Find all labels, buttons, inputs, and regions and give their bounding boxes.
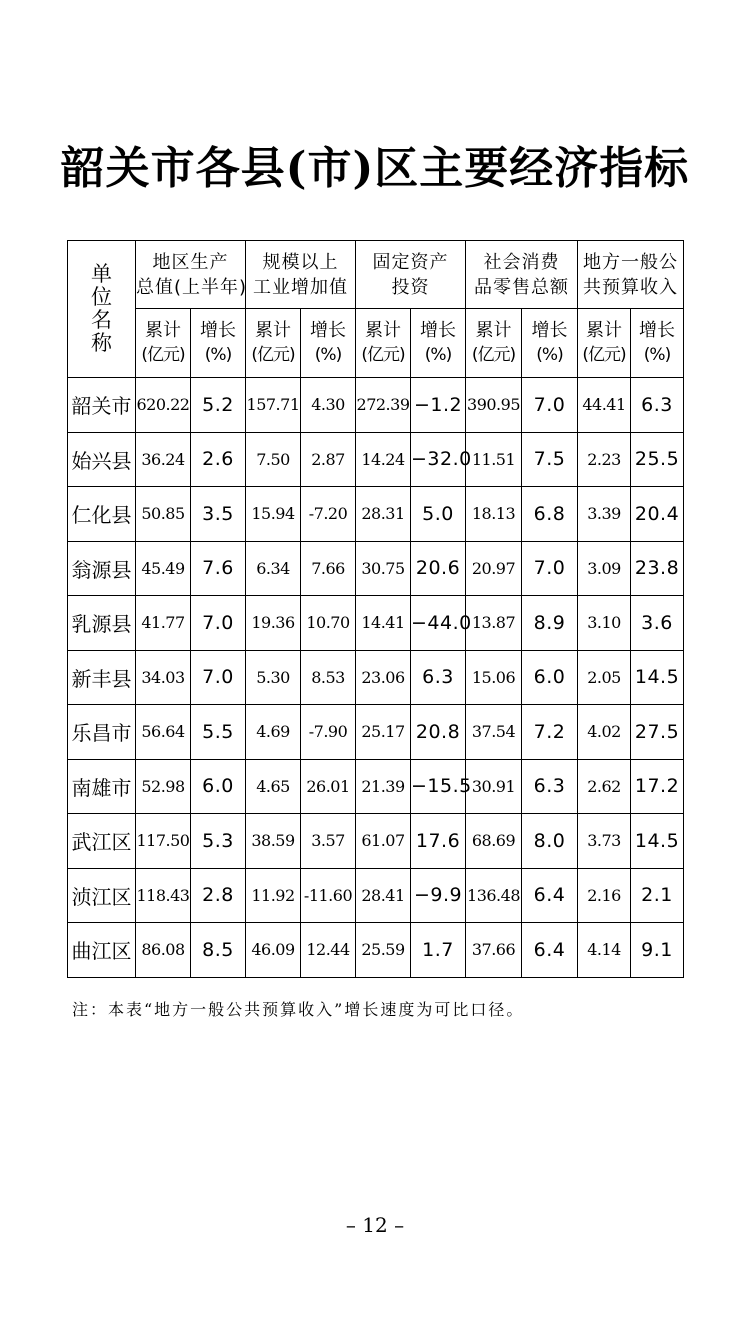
growth-subheader (301, 309, 356, 378)
growth-value-cell: 8.0 (522, 814, 578, 869)
growth-value-cell: 6.4 (522, 923, 578, 978)
growth-value-cell: 5.5 (191, 705, 246, 760)
growth-value-cell: −44.0 (411, 596, 466, 651)
growth-value-cell: 7.0 (191, 596, 246, 651)
growth-value-cell: 17.6 (411, 814, 466, 869)
cumulative-value-cell: 4.14 (578, 923, 631, 978)
cumulative-value-cell: 37.66 (466, 923, 522, 978)
unit-header-char: 名 (91, 308, 112, 332)
growth-value-cell: 4.30 (301, 378, 356, 433)
unit-name-cell: 曲江区 (68, 923, 136, 978)
table-row (68, 541, 684, 596)
cumulative-value-cell: 620.22 (136, 378, 191, 433)
growth-subheader-unit: (%) (314, 345, 342, 365)
growth-value-cell: -7.90 (301, 705, 356, 760)
growth-value-cell: 3.5 (191, 487, 246, 542)
growth-value-cell: 12.44 (301, 923, 356, 978)
cumulative-subheader (466, 309, 522, 378)
cumulative-value-cell: 28.31 (356, 487, 411, 542)
unit-name-cell: 南雄市 (68, 759, 136, 814)
growth-subheader-label: 增长 (420, 320, 457, 341)
group-header (578, 241, 684, 309)
growth-value-cell: -11.60 (301, 868, 356, 923)
group-header-line: 投资 (391, 276, 430, 298)
growth-value-cell: -7.20 (301, 487, 356, 542)
cumulative-value-cell: 4.02 (578, 705, 631, 760)
growth-value-cell: 20.6 (411, 541, 466, 596)
cumulative-value-cell: 3.39 (578, 487, 631, 542)
growth-value-cell: 8.9 (522, 596, 578, 651)
cumulative-value-cell: 15.94 (246, 487, 301, 542)
cumulative-value-cell: 117.50 (136, 814, 191, 869)
growth-value-cell: 7.6 (191, 541, 246, 596)
table-row (68, 432, 684, 487)
cumulative-subheader-label: 累计 (586, 320, 623, 341)
growth-value-cell: 20.4 (631, 487, 684, 542)
group-header-line: 工业增加值 (253, 276, 349, 298)
growth-subheader (411, 309, 466, 378)
cumulative-value-cell: 61.07 (356, 814, 411, 869)
growth-subheader-unit: (%) (536, 345, 563, 365)
growth-value-cell: 2.87 (301, 432, 356, 487)
cumulative-value-cell: 2.23 (578, 432, 631, 487)
growth-value-cell: 6.0 (522, 650, 578, 705)
unit-name-cell: 乐昌市 (68, 705, 136, 760)
growth-subheader-unit: (%) (204, 345, 232, 365)
growth-value-cell: 3.6 (631, 596, 684, 651)
growth-value-cell: 7.66 (301, 541, 356, 596)
cumulative-subheader-unit: (亿元) (471, 345, 516, 365)
cumulative-value-cell: 2.62 (578, 759, 631, 814)
growth-value-cell: 3.57 (301, 814, 356, 869)
cumulative-value-cell: 23.06 (356, 650, 411, 705)
cumulative-value-cell: 3.09 (578, 541, 631, 596)
cumulative-value-cell: 18.13 (466, 487, 522, 542)
growth-value-cell: 7.0 (522, 541, 578, 596)
cumulative-value-cell: 118.43 (136, 868, 191, 923)
growth-value-cell: 17.2 (631, 759, 684, 814)
unit-header-char: 称 (91, 331, 112, 355)
unit-name-cell: 翁源县 (68, 541, 136, 596)
growth-value-cell: 2.6 (191, 432, 246, 487)
group-header (356, 241, 466, 309)
cumulative-value-cell: 56.64 (136, 705, 191, 760)
cumulative-value-cell: 45.49 (136, 541, 191, 596)
growth-subheader-unit: (%) (643, 345, 671, 365)
growth-value-cell: 26.01 (301, 759, 356, 814)
growth-value-cell: 20.8 (411, 705, 466, 760)
group-header (466, 241, 578, 309)
cumulative-value-cell: 7.50 (246, 432, 301, 487)
cumulative-subheader-label: 累计 (145, 320, 181, 341)
cumulative-value-cell: 46.09 (246, 923, 301, 978)
growth-value-cell: 27.5 (631, 705, 684, 760)
cumulative-subheader-unit: (亿元) (361, 345, 405, 365)
unit-name-cell: 始兴县 (68, 432, 136, 487)
table-row (68, 759, 684, 814)
cumulative-value-cell: 11.92 (246, 868, 301, 923)
cumulative-value-cell: 25.17 (356, 705, 411, 760)
growth-value-cell: 7.5 (522, 432, 578, 487)
cumulative-value-cell: 13.87 (466, 596, 522, 651)
cumulative-value-cell: 15.06 (466, 650, 522, 705)
cumulative-subheader-label: 累计 (365, 320, 402, 341)
growth-value-cell: 2.1 (631, 868, 684, 923)
cumulative-value-cell: 37.54 (466, 705, 522, 760)
cumulative-subheader (136, 309, 191, 378)
growth-subheader (631, 309, 684, 378)
growth-value-cell: 6.3 (411, 650, 466, 705)
page-title: 韶关市各县(市)区主要经济指标 (60, 143, 690, 194)
growth-value-cell: 6.8 (522, 487, 578, 542)
cumulative-value-cell: 14.24 (356, 432, 411, 487)
cumulative-value-cell: 390.95 (466, 378, 522, 433)
table-row (68, 378, 684, 433)
unit-header-char: 单 (91, 262, 112, 286)
cumulative-value-cell: 4.65 (246, 759, 301, 814)
cumulative-subheader (356, 309, 411, 378)
cumulative-value-cell: 50.85 (136, 487, 191, 542)
cumulative-value-cell: 4.69 (246, 705, 301, 760)
growth-value-cell: −15.5 (411, 759, 466, 814)
page-number: – 12 – (345, 1213, 405, 1237)
cumulative-value-cell: 3.73 (578, 814, 631, 869)
unit-name-cell: 新丰县 (68, 650, 136, 705)
table-row (68, 868, 684, 923)
cumulative-value-cell: 136.48 (466, 868, 522, 923)
unit-name-cell: 乳源县 (68, 596, 136, 651)
table-row (68, 650, 684, 705)
cumulative-value-cell: 41.77 (136, 596, 191, 651)
table-row (68, 814, 684, 869)
header-row-subheaders (68, 309, 684, 378)
cumulative-subheader-unit: (亿元) (141, 345, 185, 365)
cumulative-subheader (578, 309, 631, 378)
group-header (136, 241, 246, 309)
cumulative-value-cell: 30.91 (466, 759, 522, 814)
table-row (68, 487, 684, 542)
growth-subheader (191, 309, 246, 378)
unit-name-cell: 武江区 (68, 814, 136, 869)
growth-value-cell: 8.5 (191, 923, 246, 978)
growth-subheader (522, 309, 578, 378)
unit-name-cell: 仁化县 (68, 487, 136, 542)
cumulative-value-cell: 5.30 (246, 650, 301, 705)
economic-indicators-table (67, 240, 684, 978)
group-header-line: 社会消费 (483, 251, 560, 273)
cumulative-value-cell: 272.39 (356, 378, 411, 433)
cumulative-value-cell: 19.36 (246, 596, 301, 651)
growth-value-cell: 6.3 (631, 378, 684, 433)
table-footnote: 注：本表“地方一般公共预算收入”增长速度为可比口径。 (72, 1000, 525, 1019)
cumulative-value-cell: 14.41 (356, 596, 411, 651)
cumulative-value-cell: 52.98 (136, 759, 191, 814)
growth-value-cell: 14.5 (631, 814, 684, 869)
growth-value-cell: 10.70 (301, 596, 356, 651)
growth-value-cell: 5.2 (191, 378, 246, 433)
group-header-line: 地方一般公 (583, 251, 679, 273)
unit-name-header (68, 241, 136, 378)
cumulative-value-cell: 30.75 (356, 541, 411, 596)
growth-value-cell: 23.8 (631, 541, 684, 596)
cumulative-value-cell: 68.69 (466, 814, 522, 869)
growth-value-cell: 8.53 (301, 650, 356, 705)
growth-value-cell: 7.0 (191, 650, 246, 705)
growth-value-cell: 25.5 (631, 432, 684, 487)
cumulative-value-cell: 157.71 (246, 378, 301, 433)
cumulative-value-cell: 38.59 (246, 814, 301, 869)
growth-value-cell: 7.2 (522, 705, 578, 760)
growth-value-cell: 6.0 (191, 759, 246, 814)
growth-value-cell: 6.4 (522, 868, 578, 923)
cumulative-subheader (246, 309, 301, 378)
growth-subheader-unit: (%) (424, 345, 452, 365)
growth-subheader-label: 增长 (639, 320, 676, 341)
cumulative-value-cell: 21.39 (356, 759, 411, 814)
growth-value-cell: 2.8 (191, 868, 246, 923)
cumulative-subheader-label: 累计 (255, 320, 292, 341)
growth-value-cell: 6.3 (522, 759, 578, 814)
cumulative-subheader-unit: (亿元) (582, 345, 626, 365)
table-row (68, 923, 684, 978)
cumulative-value-cell: 34.03 (136, 650, 191, 705)
growth-value-cell: 14.5 (631, 650, 684, 705)
growth-value-cell: −1.2 (411, 378, 466, 433)
growth-subheader-label: 增长 (200, 320, 236, 341)
group-header-line: 共预算收入 (583, 276, 679, 298)
group-header-line: 规模以上 (262, 251, 339, 273)
growth-value-cell: 5.0 (411, 487, 466, 542)
header-row-groups (68, 241, 684, 309)
cumulative-value-cell: 20.97 (466, 541, 522, 596)
cumulative-value-cell: 36.24 (136, 432, 191, 487)
cumulative-value-cell: 86.08 (136, 923, 191, 978)
unit-name-cell: 韶关市 (68, 378, 136, 433)
group-header-line: 总值(上半年) (136, 276, 248, 298)
group-header-line: 固定资产 (372, 251, 449, 273)
cumulative-value-cell: 2.05 (578, 650, 631, 705)
group-header-line: 品零售总额 (474, 276, 570, 298)
growth-value-cell: 5.3 (191, 814, 246, 869)
table-row (68, 596, 684, 651)
growth-subheader-label: 增长 (531, 320, 568, 341)
cumulative-value-cell: 28.41 (356, 868, 411, 923)
cumulative-value-cell: 44.41 (578, 378, 631, 433)
growth-value-cell: 7.0 (522, 378, 578, 433)
cumulative-value-cell: 6.34 (246, 541, 301, 596)
cumulative-value-cell: 3.10 (578, 596, 631, 651)
cumulative-subheader-unit: (亿元) (251, 345, 295, 365)
unit-header-char: 位 (91, 285, 112, 309)
growth-value-cell: 9.1 (631, 923, 684, 978)
growth-value-cell: 1.7 (411, 923, 466, 978)
group-header (246, 241, 356, 309)
growth-subheader-label: 增长 (310, 320, 347, 341)
cumulative-subheader-label: 累计 (475, 320, 512, 341)
unit-name-cell: 浈江区 (68, 868, 136, 923)
cumulative-value-cell: 2.16 (578, 868, 631, 923)
cumulative-value-cell: 25.59 (356, 923, 411, 978)
table-row (68, 705, 684, 760)
growth-value-cell: −9.9 (411, 868, 466, 923)
growth-value-cell: −32.0 (411, 432, 466, 487)
group-header-line: 地区生产 (152, 251, 229, 273)
cumulative-value-cell: 11.51 (466, 432, 522, 487)
